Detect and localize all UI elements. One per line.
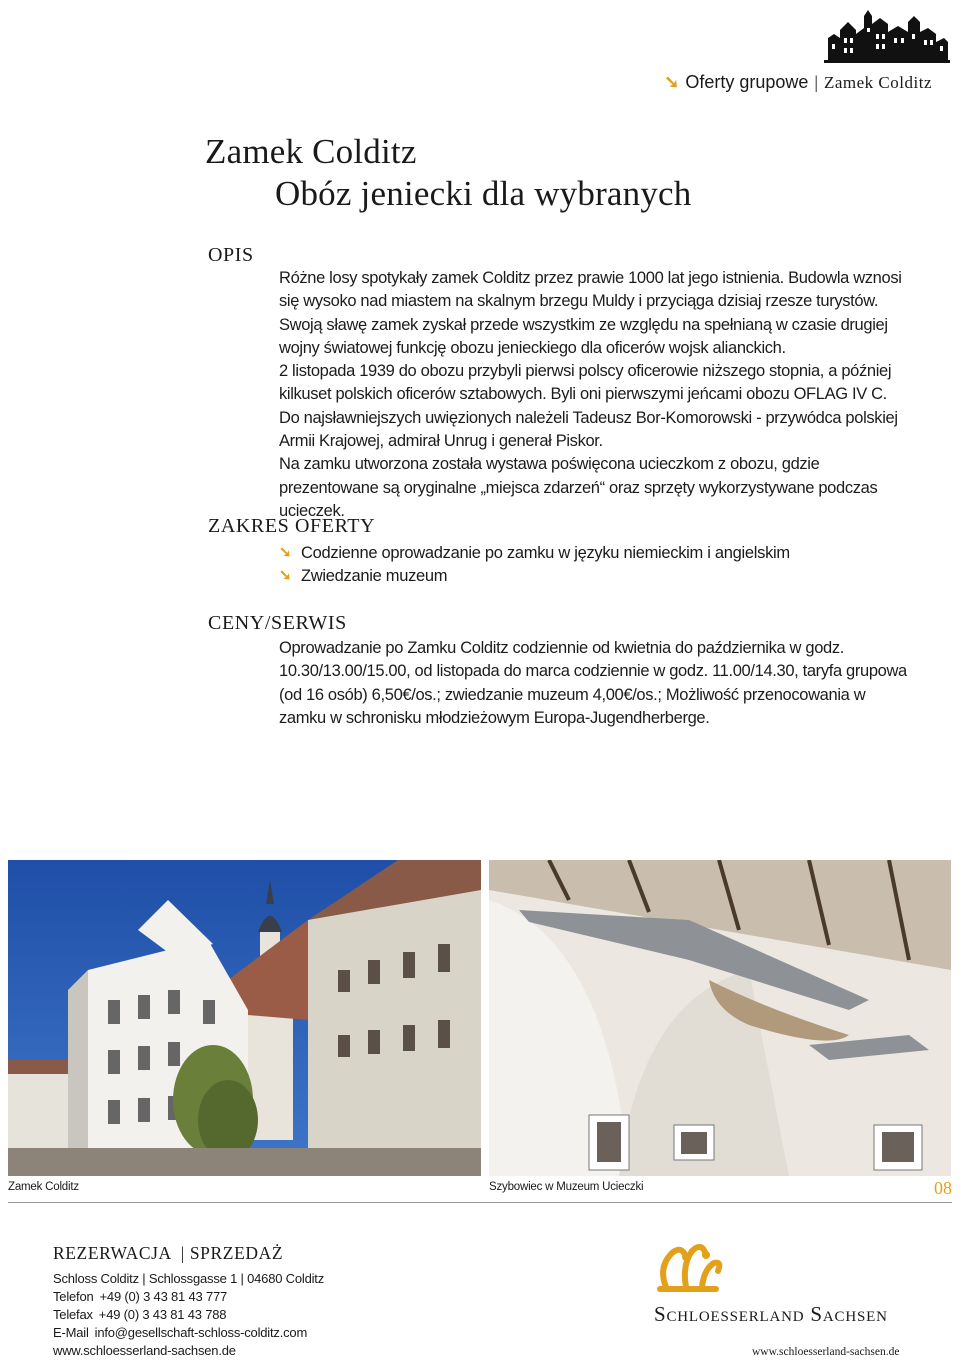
opis-paragraph: Na zamku utworzona została wystawa poświęcona ucieczkom z obozu, gdzie prezentowane są oryginalne „miejsca zdarzeń“ oraz sprzęty wykorzystywane podczas ucieczek. bbox=[279, 455, 878, 520]
page-subtitle: Obóz jeniecki dla wybranych bbox=[275, 174, 692, 213]
section-heading-ceny: CENY/SERWIS bbox=[208, 612, 347, 634]
section-heading-zakres: ZAKRES OFERTY bbox=[208, 515, 376, 537]
offer-list bbox=[279, 542, 790, 587]
opis-text bbox=[279, 267, 909, 523]
contact-fax bbox=[53, 1307, 226, 1322]
page-title: Zamek Colditz bbox=[205, 132, 417, 171]
crown-swirl-icon bbox=[652, 1237, 724, 1297]
reservation-heading: REZERWACJA | SPRZEDAŻ bbox=[53, 1243, 284, 1263]
photo-caption: Szybowiec w Muzeum Ucieczki bbox=[489, 1181, 644, 1193]
phone-value: +49 (0) 3 43 81 43 777 bbox=[99, 1289, 228, 1304]
email-label: E-Mail bbox=[53, 1325, 89, 1340]
brand-name: Schloesserland Sachsen bbox=[654, 1302, 888, 1326]
arrow-down-right-icon: ➘ bbox=[279, 566, 292, 584]
offer-item-text: Zwiedzanie muzeum bbox=[301, 566, 448, 585]
header-section: Oferty grupowe bbox=[685, 72, 809, 92]
ceny-paragraph: Oprowadzanie po Zamku Colditz codziennie od kwietnia do października w godz. 10.30/13.00/15.00, od listopada do marca codziennie w godz. 11.00/14.30, taryfa grupowa (od 16 osób) 6,50€/os.; zwiedzanie muzeum 4,00€/os.; Możliwość przenocowania w zamku w schronisku młodzieżowym Europa-Jugendherberge. bbox=[279, 639, 907, 727]
list-item bbox=[279, 565, 790, 588]
brand-url[interactable]: www.schloesserland-sachsen.de bbox=[752, 1346, 900, 1358]
contact-email bbox=[53, 1325, 307, 1340]
header-separator: | bbox=[814, 72, 818, 92]
arrow-down-right-icon: ➘ bbox=[664, 72, 680, 92]
arrow-down-right-icon: ➘ bbox=[279, 544, 292, 561]
phone-label: Telefon bbox=[53, 1289, 94, 1304]
castle-courtyard-photo bbox=[8, 860, 481, 1176]
contact-address: Schloss Colditz | Schlossgasse 1 | 04680 Colditz bbox=[53, 1271, 325, 1286]
contact-website[interactable]: www.schloesserland-sachsen.de bbox=[53, 1343, 236, 1358]
fax-value: +49 (0) 3 43 81 43 788 bbox=[98, 1307, 227, 1322]
offer-item-text: Codzienne oprowadzanie po zamku w języku niemieckim i angielskim bbox=[301, 544, 790, 562]
list-item bbox=[279, 542, 790, 565]
header-breadcrumb bbox=[664, 72, 932, 93]
page-number: 08 bbox=[934, 1178, 952, 1198]
email-link[interactable]: info@gesellschaft-schloss-colditz.com bbox=[94, 1325, 308, 1340]
section-heading-opis: OPIS bbox=[208, 244, 254, 266]
header-castle-name: Zamek Colditz bbox=[823, 72, 932, 92]
opis-paragraph: 2 listopada 1939 do obozu przybyli pierwsi polscy oficerowie niższego stopnia, a później kilkuset polskich oficerów sztabowych. Byli oni pierwszymi jeńcami obozu OFLAG IV C. Do najsławniejszych uwięzionych należeli Tadeusz Bor-Komorowski - przywódca polskiej Armii Krajowej, admirał Unrug i generał Piskor. bbox=[279, 362, 898, 451]
castle-logo-icon bbox=[822, 4, 952, 66]
divider bbox=[8, 1202, 952, 1203]
opis-paragraph: Różne losy spotykały zamek Colditz przez prawie 1000 lat jego istnienia. Budowla wznosi się wysoko nad miastem na skalnym brzegu Muldy i przyciąga dzisiaj rzesze turystów. Swoją sławę zamek zyskał przede wszystkim ze względu na spełnianą w czasie drugiej wojny światowej funkcję obozu jenieckiego dla oficerów wojsk alianckich. bbox=[279, 269, 902, 357]
photo-caption: Zamek Colditz bbox=[8, 1181, 79, 1193]
ceny-text bbox=[279, 637, 909, 730]
contact-phone bbox=[53, 1289, 227, 1304]
fax-label: Telefax bbox=[53, 1307, 93, 1322]
glider-museum-photo bbox=[489, 860, 951, 1176]
